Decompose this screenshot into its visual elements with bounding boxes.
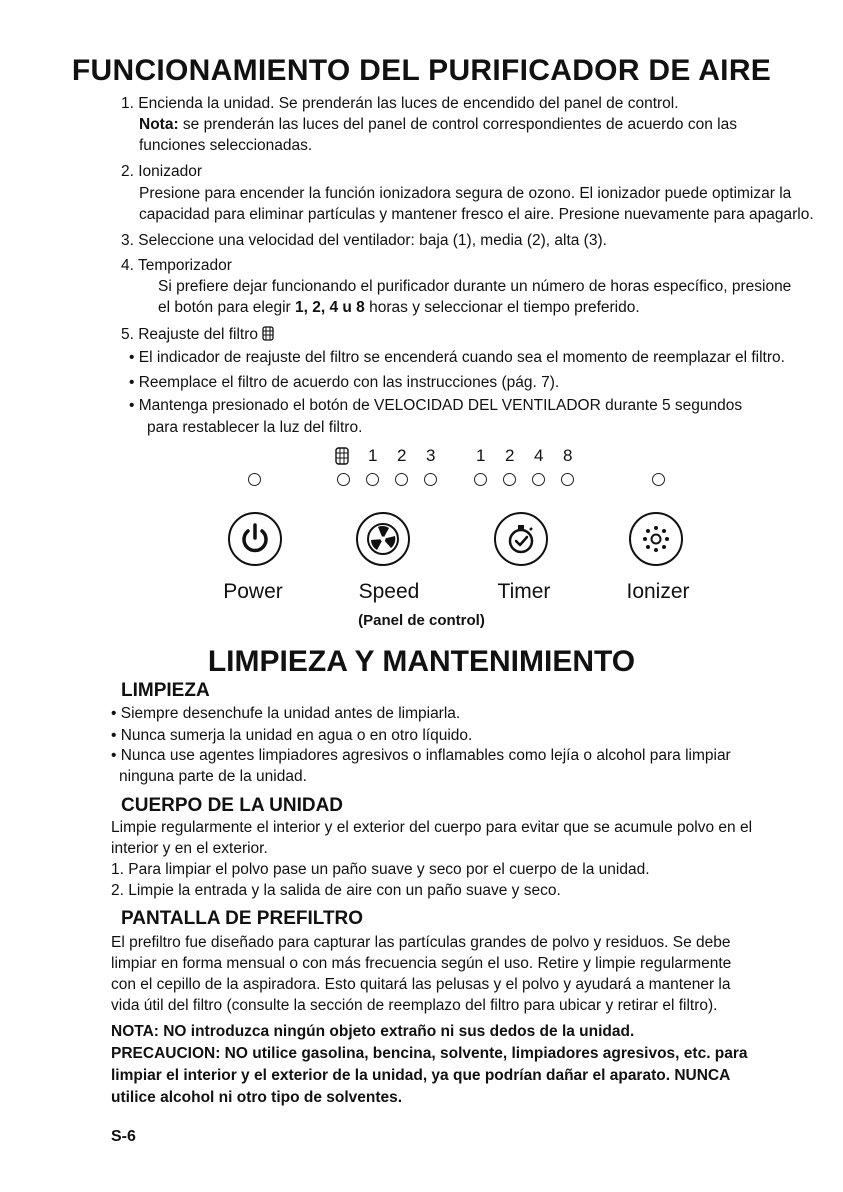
power-icon bbox=[230, 514, 280, 564]
step-4-text-cont bbox=[158, 298, 640, 318]
heading-limpieza: LIMPIEZA bbox=[121, 680, 210, 701]
speed-number: 1 bbox=[368, 446, 378, 465]
step-4-prefix: el botón para elegir bbox=[158, 299, 296, 316]
step-5 bbox=[121, 325, 274, 347]
step-5-bullet-3: • Mantenga presionado el botón de VELOCIDAD DEL VENTILADOR durante 5 segundos bbox=[129, 397, 743, 414]
caution-warning: PRECAUCION: NO utilice gasolina, bencina, solvente, limpiadores agresivos, etc. para bbox=[111, 1045, 748, 1062]
timer-number: 8 bbox=[563, 446, 573, 465]
prefiltro-line: limpiar en forma mensual o con más frecuencia según el uso. Retire y limpie regularmente bbox=[111, 955, 732, 972]
ionizer-indicator-light bbox=[652, 473, 665, 486]
timer-indicator-light bbox=[503, 473, 516, 486]
step-1: 1. Encienda la unidad. Se prenderán las luces de encendido del panel de control. bbox=[121, 95, 679, 112]
note-text: se prenderán las luces del panel de control correspondientes de acuerdo con las bbox=[178, 116, 737, 133]
step-4-text: Si prefiere dejar funcionando el purificador durante un número de horas específico, presione bbox=[158, 278, 792, 295]
panel-caption: (Panel de control) bbox=[358, 612, 485, 629]
speed-number: 2 bbox=[397, 446, 407, 465]
timer-indicator-light bbox=[474, 473, 487, 486]
step-4: 4. Temporizador bbox=[121, 257, 232, 274]
stopwatch-icon bbox=[496, 514, 546, 564]
timer-number: 4 bbox=[534, 446, 544, 465]
step-2-text: Presione para encender la función ionizadora segura de ozono. El ionizador puede optimizar la bbox=[139, 185, 792, 202]
caution-warning-cont: utilice alcohol ni otro tipo de solventes. bbox=[111, 1089, 403, 1106]
speed-indicator-light bbox=[424, 473, 437, 486]
cuerpo-line: 2. Limpie la entrada y la salida de aire con un paño suave y seco. bbox=[111, 882, 561, 899]
step-2: 2. Ionizador bbox=[121, 163, 202, 180]
timer-indicator-light bbox=[561, 473, 574, 486]
heading-prefiltro: PANTALLA DE PREFILTRO bbox=[121, 908, 364, 929]
note-warning: NOTA: NO introduzca ningún objeto extraño ni sus dedos de la unidad. bbox=[111, 1023, 635, 1040]
speed-label: Speed bbox=[358, 580, 420, 603]
filter-indicator-icon bbox=[335, 447, 349, 470]
speed-number: 3 bbox=[426, 446, 436, 465]
cuerpo-line: 1. Para limpiar el polvo pase un paño suave y seco por el cuerpo de la unidad. bbox=[111, 861, 650, 878]
prefiltro-line: vida útil del filtro (consulte la sección de reemplazo del filtro para ubicar y retirar el filtro). bbox=[111, 997, 718, 1014]
timer-indicator-light bbox=[532, 473, 545, 486]
speed-indicator-light bbox=[366, 473, 379, 486]
step-5-bullet-2: • Reemplace el filtro de acuerdo con las instrucciones (pág. 7). bbox=[129, 374, 560, 391]
power-indicator-light bbox=[248, 473, 261, 486]
filter-indicator-light bbox=[337, 473, 350, 486]
limpieza-line: • Nunca use agentes limpiadores agresivos o inflamables como lejía o alcohol para limpiar bbox=[111, 747, 731, 764]
power-label: Power bbox=[223, 580, 283, 603]
timer-label: Timer bbox=[497, 580, 551, 603]
step-5-bullet-1: • El indicador de reajuste del filtro se encenderá cuando sea el momento de reemplazar el filtro. bbox=[129, 349, 785, 366]
ionizer-button bbox=[629, 512, 683, 566]
cuerpo-line: Limpie regularmente el interior y el exterior del cuerpo para evitar que se acumule polvo en el bbox=[111, 819, 753, 836]
power-button bbox=[228, 512, 282, 566]
section-title-operation: FUNCIONAMIENTO DEL PURIFICADOR DE AIRE bbox=[71, 54, 772, 87]
caution-warning-cont: limpiar el interior y el exterior de la unidad, ya que podrían dañar el aparato. NUNCA bbox=[111, 1067, 731, 1084]
ionizer-icon bbox=[631, 514, 681, 564]
speed-indicator-light bbox=[395, 473, 408, 486]
step-5-bullet-3-cont: para restablecer la luz del filtro. bbox=[147, 419, 363, 436]
ionizer-label: Ionizer bbox=[626, 580, 690, 603]
step-4-suffix: horas y seleccionar el tiempo preferido. bbox=[364, 299, 640, 316]
limpieza-line: ninguna parte de la unidad. bbox=[119, 768, 307, 785]
step-1-note-cont: funciones seleccionadas. bbox=[139, 137, 313, 154]
prefiltro-line: El prefiltro fue diseñado para capturar las partículas grandes de polvo y residuos. Se debe bbox=[111, 934, 731, 951]
step-5-label: 5. Reajuste del filtro bbox=[121, 326, 258, 343]
control-panel-illustration bbox=[0, 440, 843, 640]
note-label: Nota: bbox=[139, 116, 179, 133]
timer-number: 1 bbox=[476, 446, 486, 465]
limpieza-line: • Nunca sumerja la unidad en agua o en otro líquido. bbox=[111, 727, 473, 744]
step-3: 3. Seleccione una velocidad del ventilador: baja (1), media (2), alta (3). bbox=[121, 232, 607, 249]
filter-icon bbox=[262, 326, 274, 347]
timer-button bbox=[494, 512, 548, 566]
cuerpo-line: interior y en el exterior. bbox=[111, 840, 268, 857]
timer-number: 2 bbox=[505, 446, 515, 465]
heading-cuerpo: CUERPO DE LA UNIDAD bbox=[121, 795, 344, 816]
prefiltro-line: con el cepillo de la aspiradora. Esto quitará las pelusas y el polvo y ayudará a mantener la bbox=[111, 976, 731, 993]
step-4-hours: 1, 2, 4 u 8 bbox=[295, 299, 365, 316]
step-2-text-cont: capacidad para eliminar partículas y mantener fresco el aire. Presione nuevamente para apagarlo. bbox=[139, 206, 814, 223]
limpieza-line: • Siempre desenchufe la unidad antes de limpiarla. bbox=[111, 705, 461, 722]
page-number: S-6 bbox=[111, 1128, 136, 1145]
fan-icon bbox=[358, 514, 408, 564]
speed-button bbox=[356, 512, 410, 566]
step-1-note bbox=[139, 115, 737, 135]
section-title-cleaning: LIMPIEZA Y MANTENIMIENTO bbox=[207, 645, 636, 678]
